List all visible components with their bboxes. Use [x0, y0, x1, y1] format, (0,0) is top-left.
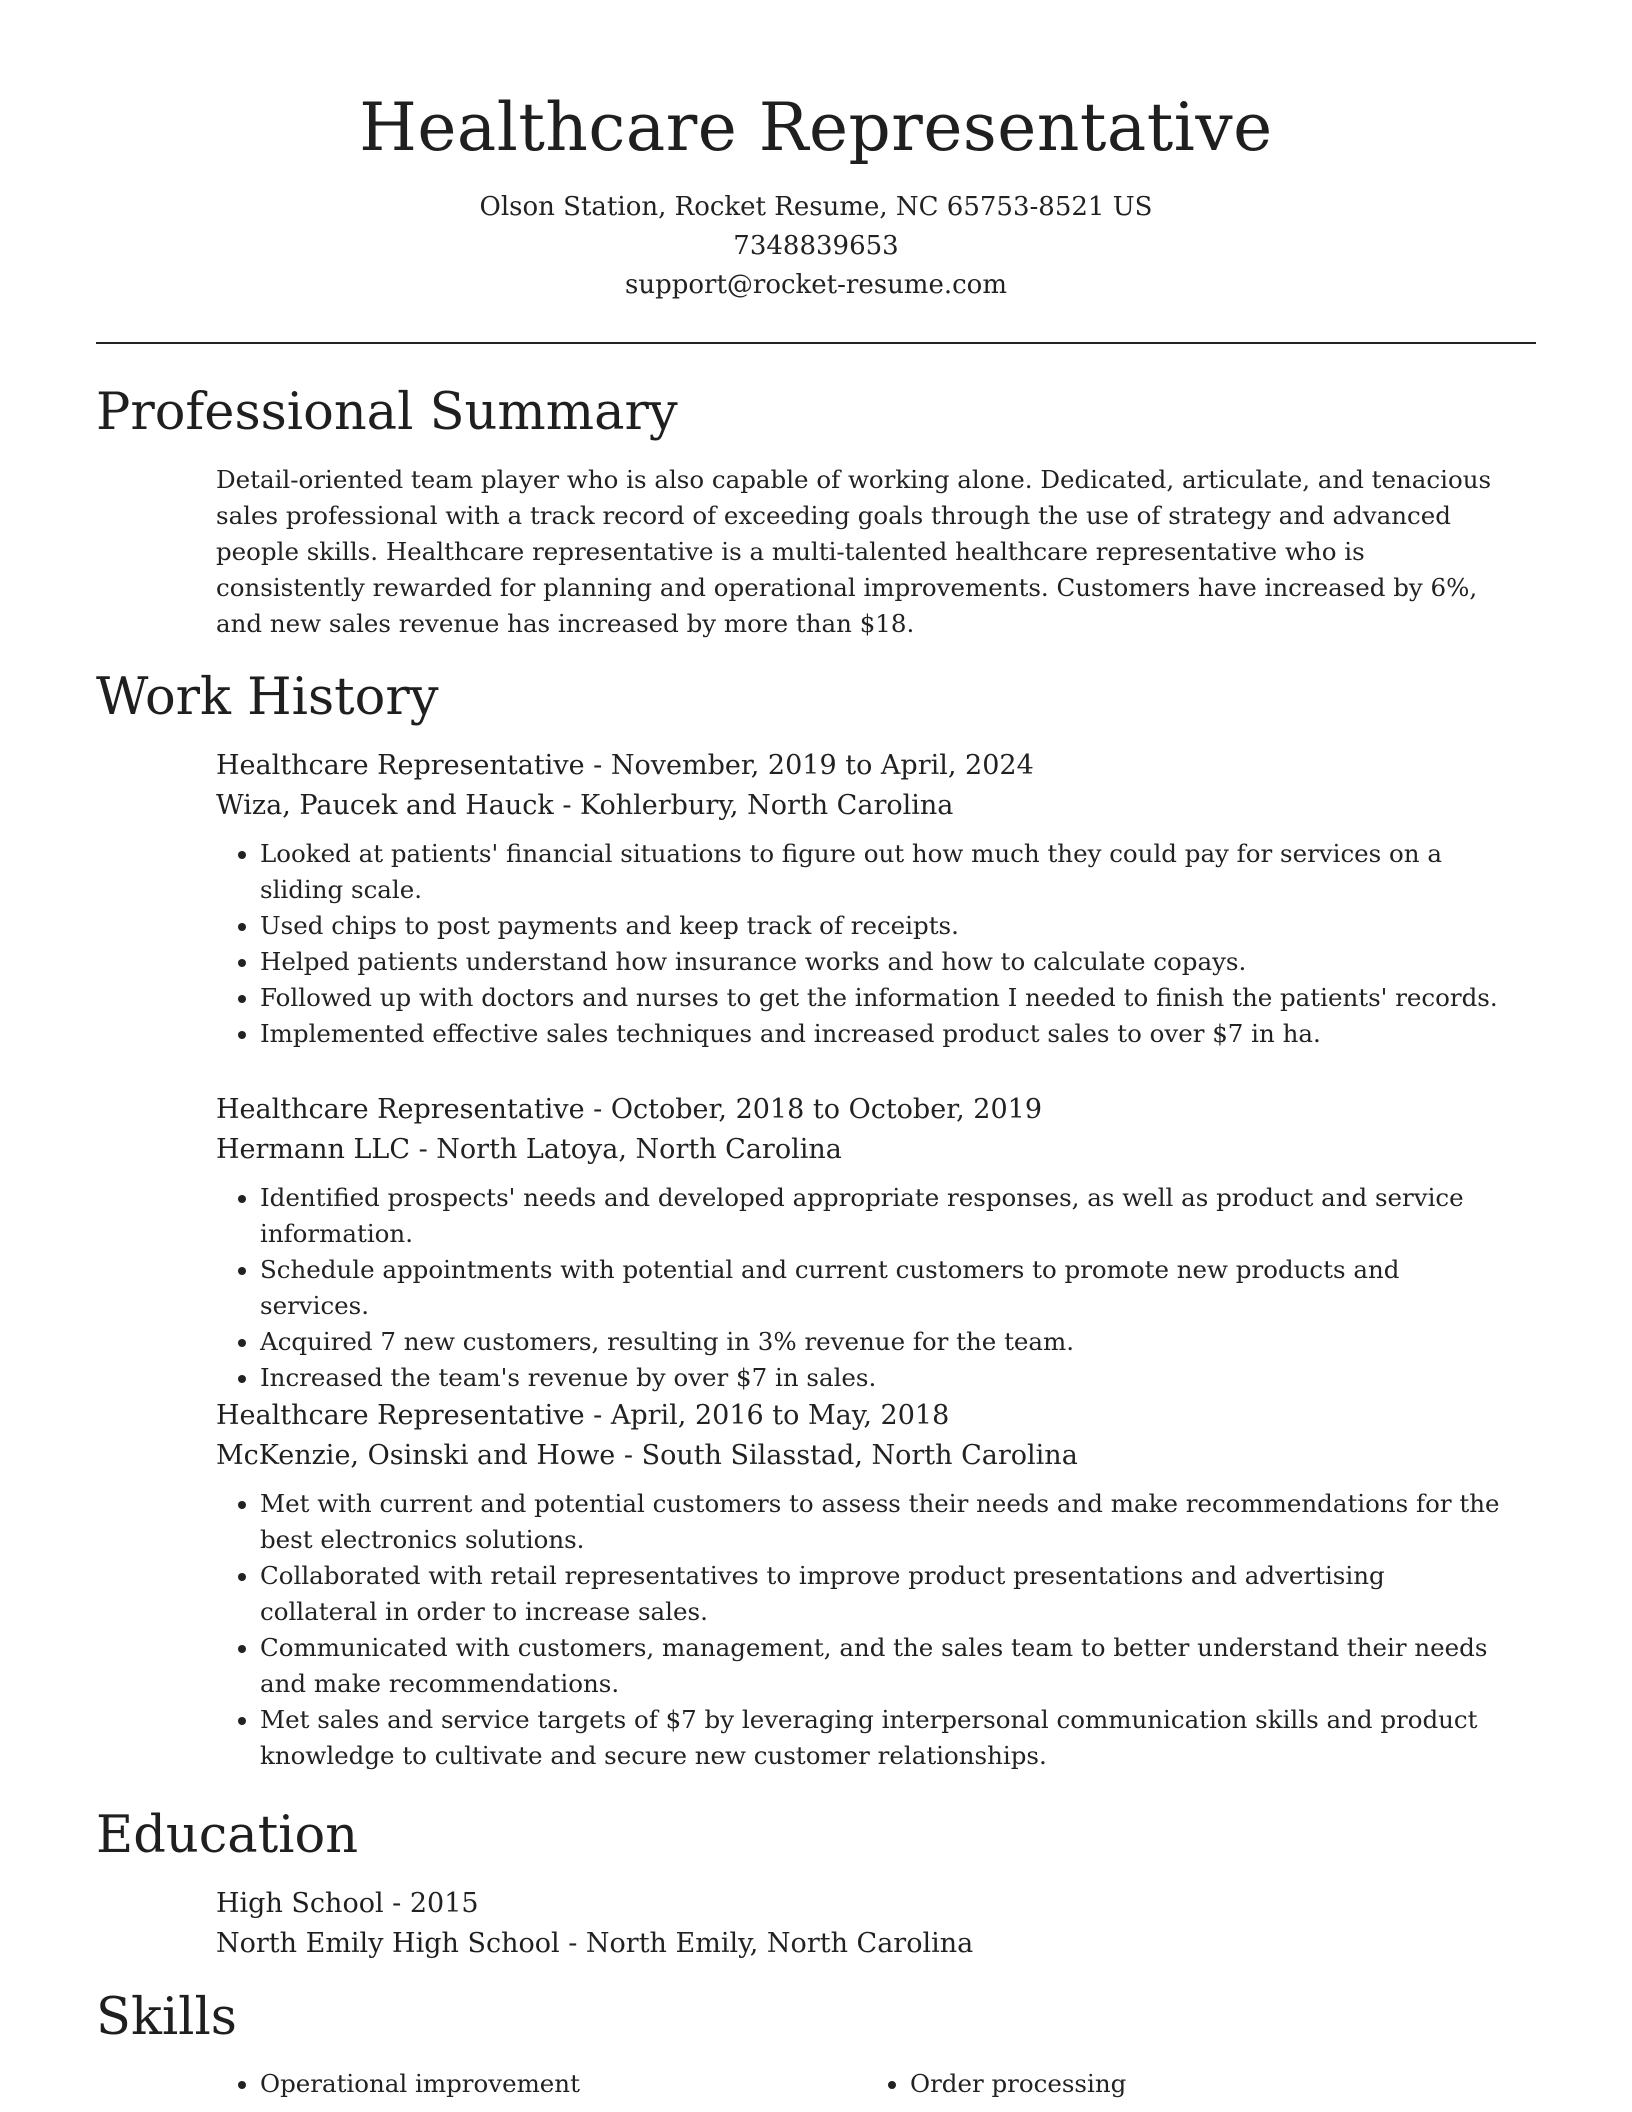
contact-info: [0, 188, 1632, 305]
graduation-year: - 2015: [383, 1888, 479, 1919]
job-company-line: [216, 1436, 1506, 1476]
job-company: Wiza, Paucek and Hauck: [216, 790, 554, 821]
job-duties: [216, 836, 1506, 1052]
job-title-line: [216, 746, 1506, 786]
candidate-name: Healthcare Representative: [359, 89, 1273, 166]
list-item: • Met with current and potential customers to assess their needs and make recommendations for the best electronics solutions.: [260, 1486, 1506, 1558]
job-location: - South Silasstad, North Carolina: [615, 1440, 1078, 1471]
job-2: [216, 1090, 1506, 1396]
job-company: McKenzie, Osinski and Howe: [216, 1440, 616, 1471]
list-item: • Implemented effective sales techniques and increased product sales to over $7 in ha.: [260, 1016, 1506, 1052]
school-line: [216, 1924, 1506, 1964]
header-divider: [96, 342, 1536, 344]
summary-heading: Professional Summary: [96, 383, 678, 442]
phone: 7348839653: [733, 231, 899, 261]
list-item: • Helped patients understand how insurance works and how to calculate copays.: [260, 944, 1506, 980]
list-item: • Order processing: [910, 2066, 1516, 2102]
summary-text: Detail-oriented team player who is also capable of working alone. Dedicated, articulate, and tenacious sales professional with a track record of exceeding goals through the use of strategy and advanced people skills. Healthcare representative is a multi-talented healthcare representative who is consistently rewarded for planning and operational improvements. Customers have increased by 6%, and new sales revenue has increased by more than $18.: [216, 465, 1492, 638]
list-item: • Followed up with doctors and nurses to get the information I needed to finish the patients' records.: [260, 980, 1506, 1016]
degree: High School: [216, 1888, 384, 1919]
list-item: • Looked at patients' financial situations to figure out how much they could pay for services on a sliding scale.: [260, 836, 1506, 908]
list-item: • Collaborated with retail representatives to improve product presentations and advertising collateral in order to increase sales.: [260, 1558, 1506, 1630]
job-1: [216, 746, 1506, 1052]
list-item: • Met sales and service targets of $7 by leveraging interpersonal communication skills and product knowledge to cultivate and secure new customer relationships.: [260, 1702, 1506, 1774]
job-location: - Kohlerbury, North Carolina: [553, 790, 954, 821]
skills-heading: Skills: [96, 1988, 237, 2047]
skills-column-right: [866, 2066, 1516, 2102]
skills-grid: [216, 2066, 1516, 2102]
school-location: - North Emily, North Carolina: [559, 1928, 974, 1959]
job-company-line: [216, 786, 1506, 826]
job-company-line: [216, 1130, 1506, 1170]
list-item: • Communicated with customers, management, and the sales team to better understand their needs and make recommendations.: [260, 1630, 1506, 1702]
job-title-line: [216, 1090, 1506, 1130]
education-heading: Education: [96, 1806, 359, 1865]
list-item: • Used chips to post payments and keep track of receipts.: [260, 908, 1506, 944]
job-company: Hermann LLC: [216, 1134, 411, 1165]
resume-header: [0, 0, 1632, 305]
list-item: • Increased the team's revenue by over $7 in sales.: [260, 1360, 1506, 1396]
list-item: • Identified prospects' needs and developed appropriate responses, as well as product and service information.: [260, 1180, 1506, 1252]
education-section: [216, 1884, 1506, 1964]
job-3: [216, 1396, 1506, 1774]
job-title-line: [216, 1396, 1506, 1436]
job-dates: - April, 2016 to May, 2018: [584, 1400, 950, 1431]
degree-line: [216, 1884, 1506, 1924]
job-position: Healthcare Representative: [216, 750, 585, 781]
list-item: • Acquired 7 new customers, resulting in 3% revenue for the team.: [260, 1324, 1506, 1360]
job-dates: - October, 2018 to October, 2019: [584, 1094, 1043, 1125]
job-position: Healthcare Representative: [216, 1400, 585, 1431]
work-history-heading: Work History: [96, 668, 439, 727]
school-name: North Emily High School: [216, 1928, 560, 1959]
skills-section: [216, 2066, 1506, 2102]
job-duties: [216, 1486, 1506, 1774]
job-location: - North Latoya, North Carolina: [410, 1134, 842, 1165]
skills-column-left: [216, 2066, 866, 2102]
job-position: Healthcare Representative: [216, 1094, 585, 1125]
list-item: • Schedule appointments with potential and current customers to promote new products and services.: [260, 1252, 1506, 1324]
job-duties: [216, 1180, 1506, 1396]
address: Olson Station, Rocket Resume, NC 65753-8521 US: [479, 192, 1153, 222]
job-dates: - November, 2019 to April, 2024: [584, 750, 1034, 781]
summary-section: [216, 462, 1506, 642]
email: support@rocket-resume.com: [624, 270, 1007, 300]
list-item: • Operational improvement: [260, 2066, 866, 2102]
